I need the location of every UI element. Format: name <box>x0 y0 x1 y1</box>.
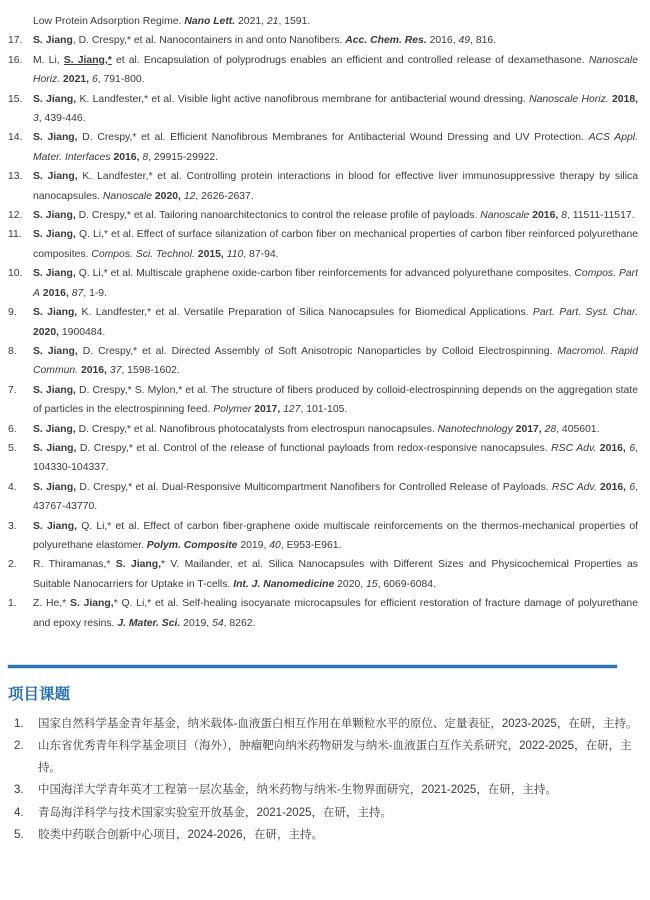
text-segment: 2016, <box>600 481 627 493</box>
project-number: 2. <box>14 740 24 752</box>
text-segment: 2016, <box>80 365 107 377</box>
text-segment: 2016, <box>426 35 459 47</box>
text-segment: S. Jiang, <box>33 442 77 454</box>
publication-number: 13. <box>8 171 23 183</box>
publication-text <box>33 35 496 46</box>
text-segment: , 816. <box>470 35 497 47</box>
publication-text <box>33 171 638 201</box>
text-segment: 1900484. <box>59 326 106 338</box>
text-segment: S. Jiang, <box>33 423 76 435</box>
text-segment: S. Jiang <box>33 35 73 47</box>
publication-text <box>33 210 635 221</box>
text-segment: D. Crespy,* et al. Efficient Nanofibrous Membranes for Antibacterial Wound Dressing and UV Protection. <box>77 132 589 144</box>
text-segment: J. Mater. Sci. <box>117 617 181 629</box>
text-segment: 15 <box>366 578 378 590</box>
section-divider <box>8 665 617 668</box>
publication-text <box>33 482 638 512</box>
text-segment: Nanoscale Horiz. <box>529 93 609 105</box>
publication-number: 4. <box>8 481 17 493</box>
project-item <box>8 825 638 847</box>
text-segment: R. Thiramanas,* <box>33 559 116 571</box>
text-segment: Q. Li,* et al. Effect of carbon fiber-graphene oxide multiscale reinforcements on the thermos-mechanical properties of polyurethane elastomer. <box>33 520 638 551</box>
publication-item <box>8 12 638 31</box>
text-segment: 12 <box>183 190 196 202</box>
publication-text <box>33 521 638 551</box>
publication-item <box>8 342 638 381</box>
text-segment: 3 <box>33 113 39 125</box>
text-segment: S. Jiang, <box>33 93 77 105</box>
text-segment: 21 <box>266 16 279 27</box>
project-number: 3. <box>14 784 24 796</box>
text-segment: Z. He,* <box>33 598 71 610</box>
text-segment: , 2626-2637. <box>195 190 254 202</box>
text-segment: S. Jiang, <box>33 384 76 396</box>
publication-number: 2. <box>8 559 17 571</box>
publication-number: 12. <box>8 210 23 222</box>
publication-number: 15. <box>8 93 23 105</box>
publication-text <box>33 346 638 376</box>
text-segment: , 405601. <box>556 423 600 435</box>
text-segment: RSC Adv. <box>551 442 597 454</box>
text-segment: S. Jiang, <box>33 520 78 532</box>
publication-number: 3. <box>8 520 17 532</box>
text-segment: RSC Adv. <box>551 481 597 493</box>
text-segment: Polym. Composite <box>146 539 238 551</box>
text-segment: , 1-9. <box>83 287 107 299</box>
text-segment: , 1591. <box>278 16 311 27</box>
text-segment: Macromol. Rapid Commun. <box>33 345 638 377</box>
text-segment: 2017, <box>515 423 542 435</box>
project-number: 1. <box>14 717 24 730</box>
text-segment: , 791-800. <box>97 74 145 86</box>
text-segment: K. Landfester,* et al. Controlling protein interactions in blood for effective liver immunosuppressive therapy by silica nanocapsules. <box>33 171 638 202</box>
project-item <box>8 714 638 736</box>
text-segment: , E953-E961. <box>280 539 342 551</box>
text-segment: 2021, <box>63 74 90 86</box>
publication-text <box>33 598 638 628</box>
text-segment: Part. Part. Syst. Char. <box>532 307 638 319</box>
text-segment: 2016, <box>113 151 140 163</box>
text-segment: , 104330-104337. <box>33 442 639 474</box>
text-segment: 2020, <box>334 578 367 590</box>
text-segment: S. Jiang, <box>115 559 161 571</box>
text-segment: , 8262. <box>223 617 256 629</box>
text-segment: M. Li, <box>33 54 64 66</box>
text-segment: , 101-105. <box>300 404 348 416</box>
text-segment: Compos. Sci. Technol. <box>91 248 195 260</box>
project-text: 山东省优秀青年科学基金项目（海外），肿瘤靶向纳米药物研发与纳米-血液蛋白互作关系研究，2022-2025，在研，主持。 <box>38 740 632 774</box>
text-segment: K. Landfester,* et al. Visible light active nanofibrous membrane for antibacterial wound dressing. <box>76 93 530 105</box>
publication-number: 7. <box>8 384 17 396</box>
text-segment: 6 <box>91 74 98 86</box>
project-text: 国家自然科学基金青年基金，纳米载体-血液蛋白相互作用在单颗粒水平的原位、定量表征，2023-2025，在研，主持。 <box>38 717 638 730</box>
text-segment: S. Jiang, <box>33 307 78 319</box>
publication-item <box>8 90 638 129</box>
publication-text <box>33 385 638 415</box>
text-segment: D. Crespy,* et al. Control of the release of functional payloads from redox-responsive nanocapsules. <box>76 442 552 454</box>
text-segment: Int. J. Nanomedicine <box>233 578 335 590</box>
text-segment: Nanotechnology <box>437 423 513 435</box>
publication-text <box>33 268 638 298</box>
project-number: 5. <box>14 829 24 841</box>
text-segment: , 1598-1602. <box>121 365 180 377</box>
text-segment: S. Jiang, <box>33 268 76 280</box>
text-segment: 2018, <box>612 93 639 105</box>
text-segment: S. Jiang, <box>33 229 76 241</box>
project-text: 青岛海洋科学与技术国家实验室开放基金，2021-2025，在研，主持。 <box>38 806 392 819</box>
publication-text <box>33 559 638 589</box>
publication-item <box>8 31 638 50</box>
text-segment: D. Crespy,* et al. Tailoring nanoarchitectonics to control the release profile of payloads. <box>75 210 481 222</box>
text-segment: D. Crespy,* et al. Directed Assembly of Soft Anisotropic Nanoparticles by Colloid Electrospinning. <box>77 345 558 357</box>
publication-item <box>8 128 638 167</box>
text-segment: Nanoscale <box>102 190 153 202</box>
text-segment: 2016, <box>532 210 559 222</box>
text-segment: 2016, <box>42 287 69 299</box>
text-segment: ACS Appl. Mater. Interfaces <box>33 132 638 163</box>
text-segment: Nanoscale <box>480 210 530 222</box>
text-segment: * V. Mailander, et al. Silica Nanocapsules with Different Sizes and Physicochemical Properties as Suitable Nanocarriers for Uptake in T-cells. <box>33 559 638 590</box>
project-item <box>8 780 638 802</box>
text-segment: D. Crespy,* S. Mylon,* et al. The structure of fibers produced by colloid-electrospinning depends on the aggregation state of particles in the electrospinning feed. <box>33 384 638 416</box>
text-segment: Nano Lett. <box>184 16 236 27</box>
publication-item <box>8 381 638 420</box>
publication-number: 16. <box>8 54 23 66</box>
text-segment: 2015, <box>197 248 224 260</box>
text-segment: , D. Crespy,* et al. Nanocontainers in and onto Nanofibers. <box>72 35 346 47</box>
text-segment: 2019, <box>237 539 270 551</box>
publication-text <box>33 424 599 435</box>
text-segment: Compos. Part A <box>33 268 638 299</box>
text-segment: K. Landfester,* et al. Versatile Preparation of Silica Nanocapsules for Biomedical Applications. <box>77 307 533 319</box>
publication-number: 17. <box>8 35 23 47</box>
projects-list <box>0 714 650 847</box>
text-segment: Q. Li,* et al. Effect of surface silanization of carbon fiber on mechanical properties of carbon fiber reinforced polyurethane composites. <box>33 229 639 260</box>
text-segment: Q. Li,* et al. Multiscale graphene oxide-carbon fiber reinforcements for advanced polyurethane composites. <box>75 268 575 280</box>
text-segment: 49 <box>458 35 471 47</box>
publication-number: 11. <box>8 229 22 241</box>
publication-number: 10. <box>8 268 23 280</box>
text-segment: Nanoscale Horiz. <box>33 54 639 86</box>
publication-text <box>33 94 638 124</box>
publication-number: 1. <box>8 598 17 610</box>
publication-item <box>8 594 638 633</box>
text-segment: , 87-94. <box>243 248 279 260</box>
publication-text <box>33 132 638 162</box>
text-segment: 54 <box>212 617 224 629</box>
text-segment: D. Crespy,* et al. Dual-Responsive Multicompartment Nanofibers for Controlled Release of Payloads. <box>76 481 552 493</box>
text-segment: 110 <box>226 248 244 260</box>
publication-item <box>8 303 638 342</box>
publication-item <box>8 167 638 206</box>
text-segment: S. Jiang, <box>33 481 77 493</box>
text-segment: , 43767-43770. <box>33 481 639 513</box>
publication-number: 9. <box>8 307 17 319</box>
text-segment: Acc. Chem. Res. <box>345 35 427 47</box>
publication-text <box>33 443 638 473</box>
publication-number: 5. <box>8 442 17 454</box>
text-segment: 6 <box>629 481 636 493</box>
publication-text <box>33 16 310 27</box>
publication-item <box>8 206 638 225</box>
text-segment: Polymer <box>213 404 252 416</box>
text-segment: 8 <box>142 151 149 163</box>
text-segment: et al. Encapsulation of polyprodrugs enables an efficient and controlled release of dexamethasone. <box>111 54 589 66</box>
text-segment: 87 <box>71 287 84 299</box>
publication-item <box>8 51 638 90</box>
publication-text <box>33 229 638 259</box>
publication-item <box>8 264 638 303</box>
text-segment: 28 <box>544 423 557 435</box>
text-segment: S. Jiang, <box>33 171 78 183</box>
text-segment: 2020, <box>154 190 181 202</box>
text-segment: S. Jiang, <box>33 132 78 144</box>
project-text: 胶类中药联合创新中心项目，2024-2026，在研，主持。 <box>38 829 323 841</box>
text-segment: 2017, <box>254 404 281 416</box>
text-segment: D. Crespy,* et al. Nanofibrous photocatalysts from electrospun nanocapsules. <box>75 423 438 435</box>
text-segment: 127 <box>283 404 301 416</box>
text-segment: 8 <box>561 210 567 222</box>
project-item <box>8 736 638 779</box>
text-segment: S. Jiang, <box>33 210 76 222</box>
text-segment: 37 <box>109 365 122 377</box>
text-segment: 2020, <box>33 326 60 338</box>
text-segment: 2021, <box>235 16 267 27</box>
publication-item <box>8 225 638 264</box>
project-item <box>8 803 638 825</box>
publication-number: 8. <box>8 345 17 357</box>
publication-number: 14. <box>8 132 23 144</box>
publication-number: 6. <box>8 423 17 435</box>
publication-item <box>8 478 638 517</box>
text-segment: * Q. Li,* et al. Self-healing isocyanate microcapsules for efficient restoration of fracture damage of polyurethane and epoxy resins. <box>33 598 638 629</box>
text-segment: 40 <box>269 539 281 551</box>
project-number: 4. <box>14 806 24 819</box>
text-segment: 6 <box>629 442 636 454</box>
text-segment: S. Jiang, <box>70 598 114 610</box>
section-heading-projects: 项目课题 <box>8 685 71 703</box>
text-segment: Low Protein Adsorption Regime. <box>33 16 185 27</box>
publication-item <box>8 420 638 439</box>
text-segment: 2016, <box>599 442 626 454</box>
text-segment: 2019, <box>180 617 213 629</box>
project-text: 中国海洋大学青年英才工程第一层次基金，纳米药物与纳米-生物界面研究，2021-2025，在研，主持。 <box>38 784 557 796</box>
publication-item <box>8 439 638 478</box>
text-segment: , 6069-6084. <box>377 578 436 590</box>
text-segment: , 29915-29922. <box>148 151 219 163</box>
publication-text <box>33 307 638 337</box>
publication-item <box>8 555 638 594</box>
text-segment: , 439-446. <box>38 113 86 125</box>
text-segment: , 11511-11517. <box>566 210 635 222</box>
text-segment: S. Jiang, <box>33 345 78 357</box>
publication-item <box>8 517 638 556</box>
text-segment: S. Jiang,* <box>63 54 112 66</box>
publication-text <box>33 55 638 85</box>
